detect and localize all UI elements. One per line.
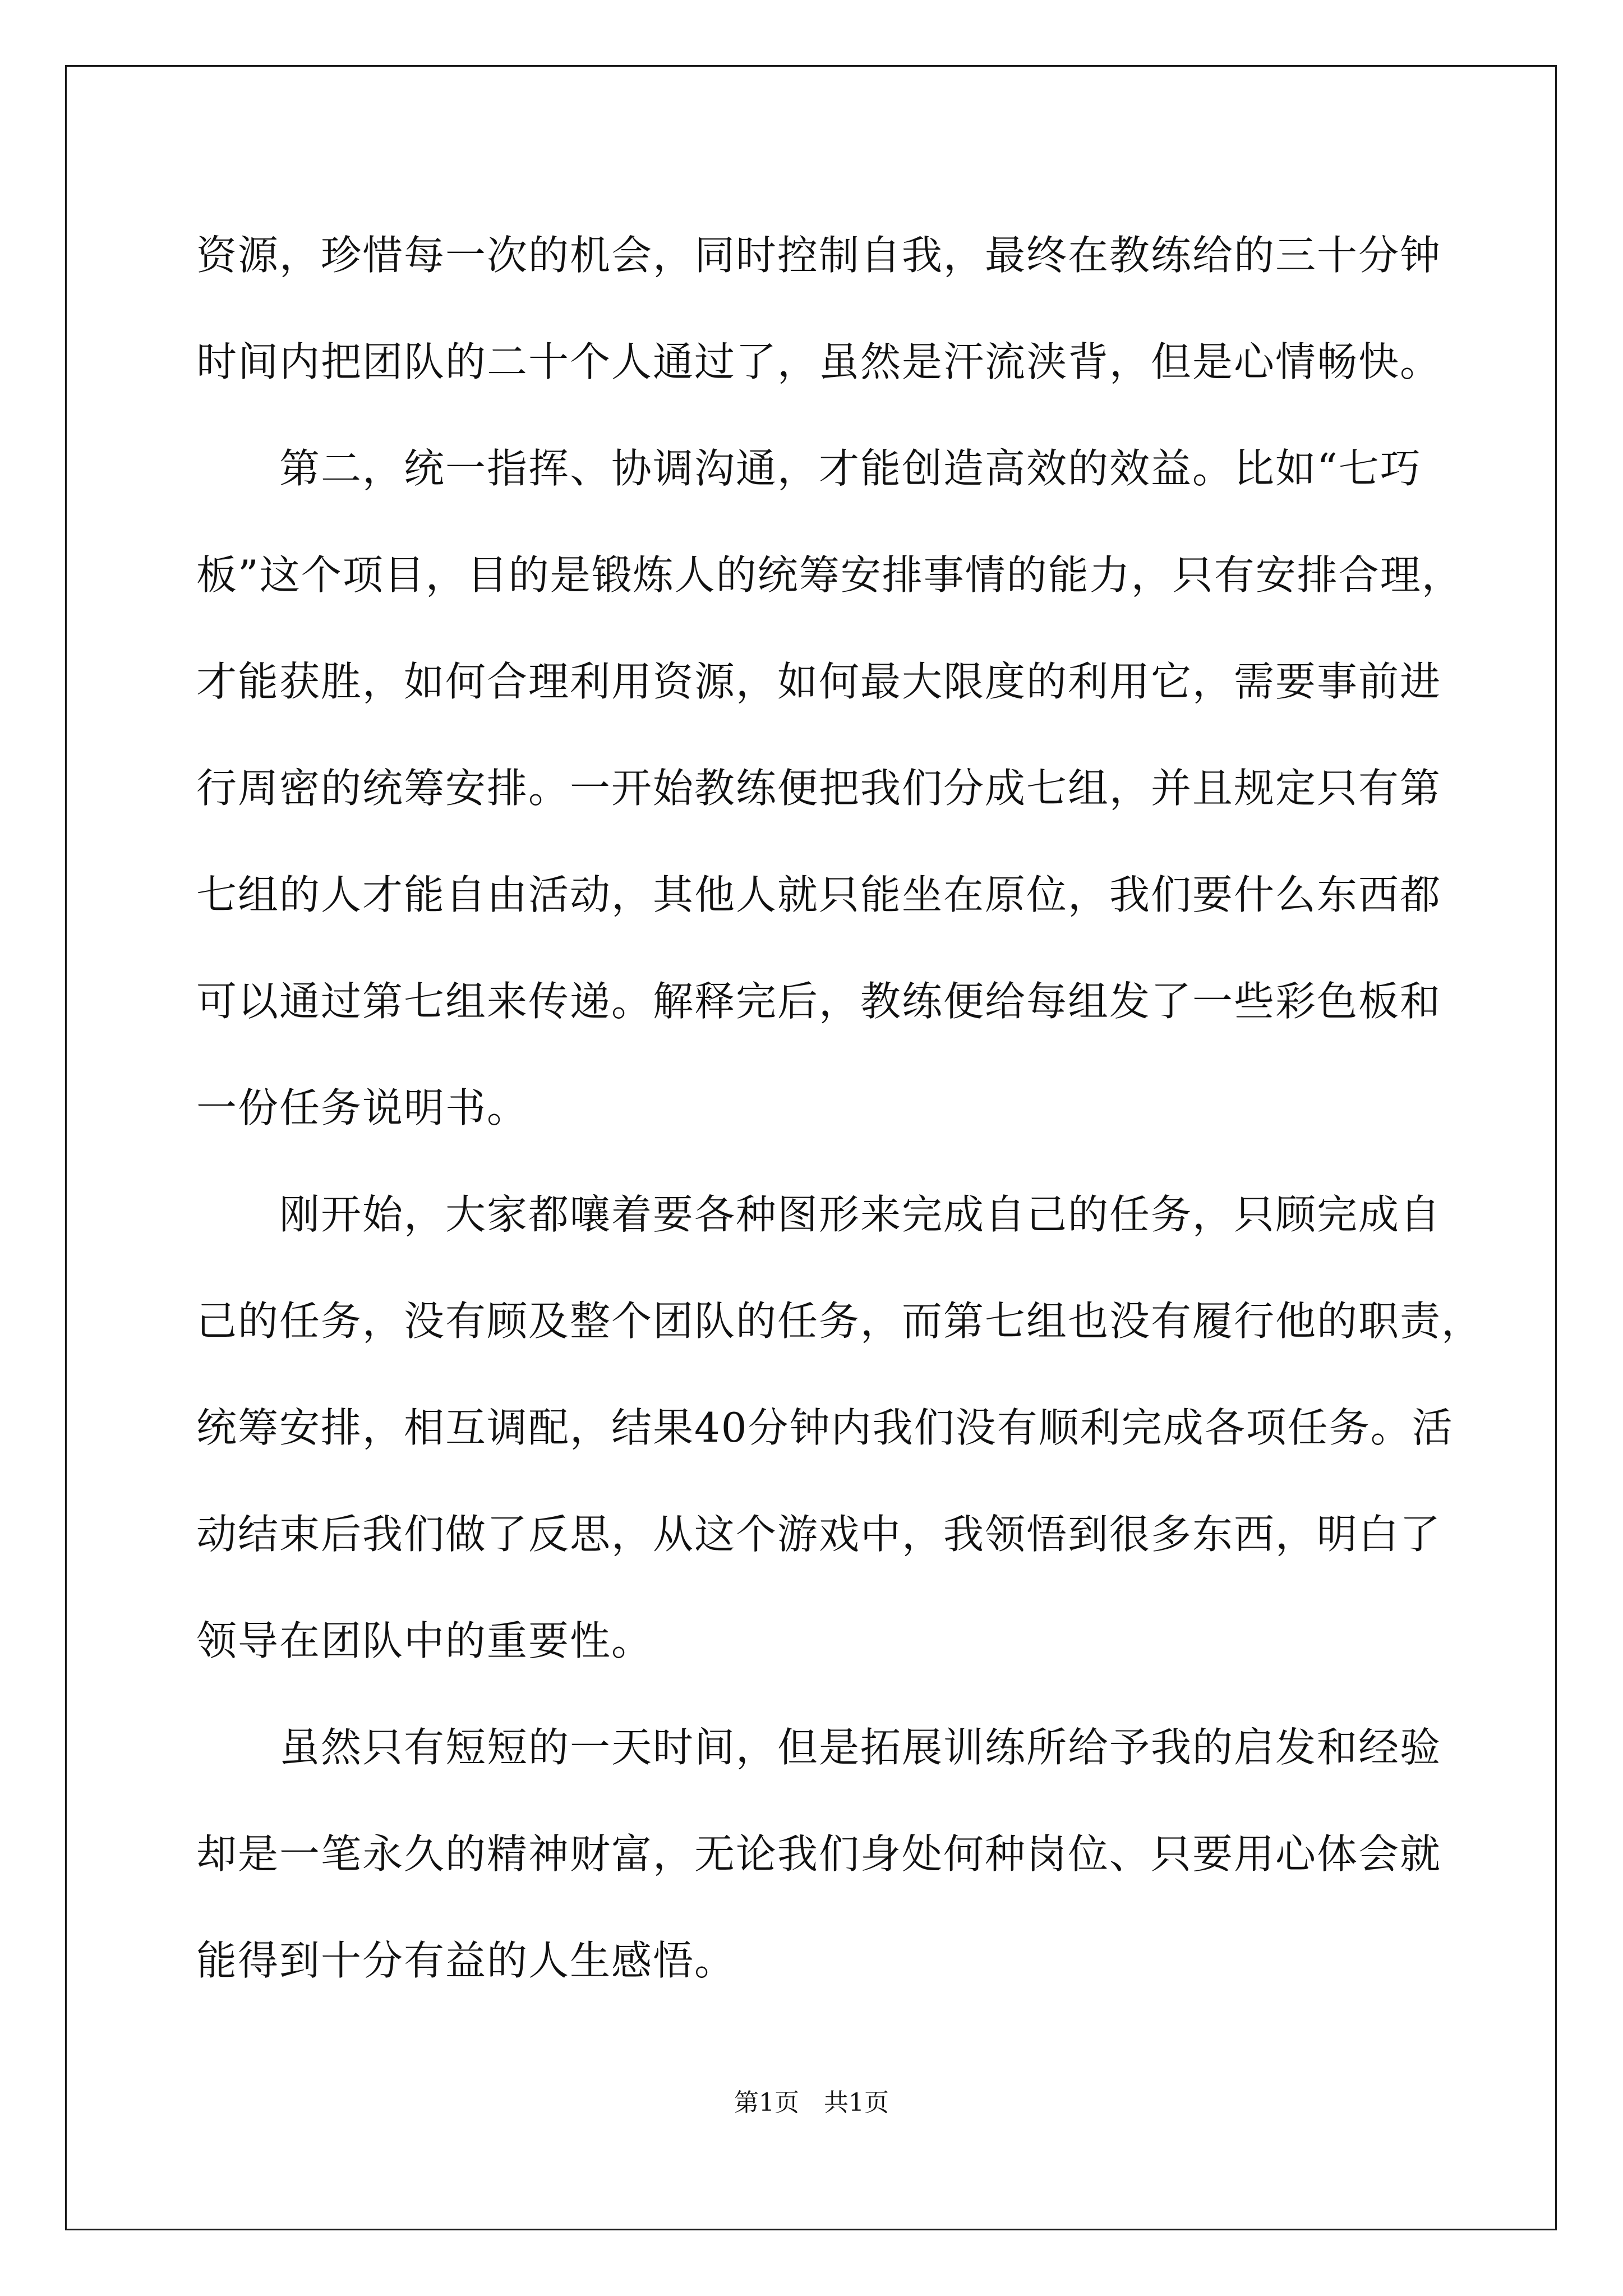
- paragraph: [196, 1694, 1453, 2014]
- line-text: 七组的人才能自由活动，其他人就只能坐在原位，我们要什么东西都: [196, 871, 1442, 918]
- text-line: [196, 735, 1453, 841]
- line-text: 刚开始，大家都嚷着要各种图形来完成自己的任务，只顾完成自: [279, 1191, 1442, 1238]
- page-footer: 第1页 共1页: [734, 2088, 889, 2117]
- text-line: [196, 948, 1453, 1055]
- text-line: [196, 309, 1453, 415]
- line-text: 己的任务，没有顾及整个团队的任务，而第七组也没有履行他的职责，: [196, 1297, 1483, 1345]
- line-text: 动结束后我们做了反思，从这个游戏中，我领悟到很多东西，明白了: [196, 1511, 1442, 1558]
- line-text: 时间内把团队的二十个人通过了，虽然是汗流浃背，但是心情畅快。: [196, 338, 1442, 385]
- line-text: 才能获胜，如何合理利用资源，如何最大限度的利用它，需要事前进: [196, 658, 1442, 705]
- text-line: [196, 1694, 1453, 1801]
- text-line: [196, 1268, 1483, 1374]
- line-text: 一份任务说明书。: [196, 1084, 529, 1131]
- text-line: [196, 1801, 1453, 1907]
- line-text: 可以通过第七组来传递。解释完后，教练便给每组发了一些彩色板和: [196, 978, 1442, 1025]
- paragraph: [196, 1161, 1483, 1694]
- line-text: 虽然只有短短的一天时间，但是拓展训练所给予我的启发和经验: [279, 1724, 1442, 1771]
- text-line: [196, 415, 1453, 522]
- line-text: 资源，珍惜每一次的机会，同时控制自我，最终在教练给的三十分钟: [196, 232, 1442, 279]
- text-line: [196, 628, 1453, 735]
- line-text: 行周密的统筹安排。一开始教练便把我们分成七组，并且规定只有第: [196, 765, 1442, 812]
- text-line: [196, 1055, 1453, 1161]
- text-line: [196, 1481, 1453, 1588]
- text-line: [196, 1907, 1453, 2014]
- line-text: 领导在团队中的重要性。: [196, 1617, 653, 1664]
- text-line: [196, 841, 1453, 948]
- text-line: [196, 202, 1453, 309]
- line-text: 能得到十分有益的人生感悟。: [196, 1937, 736, 1984]
- line-text: 统筹安排，相互调配，结果40分钟内我们没有顺利完成各项任务。活: [196, 1404, 1454, 1451]
- paragraph: [196, 202, 1453, 415]
- text-line: [196, 1588, 1453, 1694]
- line-text: 板”这个项目，目的是锻炼人的统筹安排事情的能力，只有安排合理，: [196, 551, 1463, 599]
- text-line: [196, 522, 1463, 628]
- document-body: [196, 202, 1483, 2014]
- text-line: [196, 1374, 1453, 1481]
- line-text: 却是一笔永久的精神财富，无论我们身处何种岗位、只要用心体会就: [196, 1830, 1442, 1878]
- paragraph: [196, 415, 1463, 1161]
- text-line: [196, 1161, 1453, 1268]
- line-text: 第二，统一指挥、协调沟通，才能创造高效的效益。比如“七巧: [279, 445, 1422, 492]
